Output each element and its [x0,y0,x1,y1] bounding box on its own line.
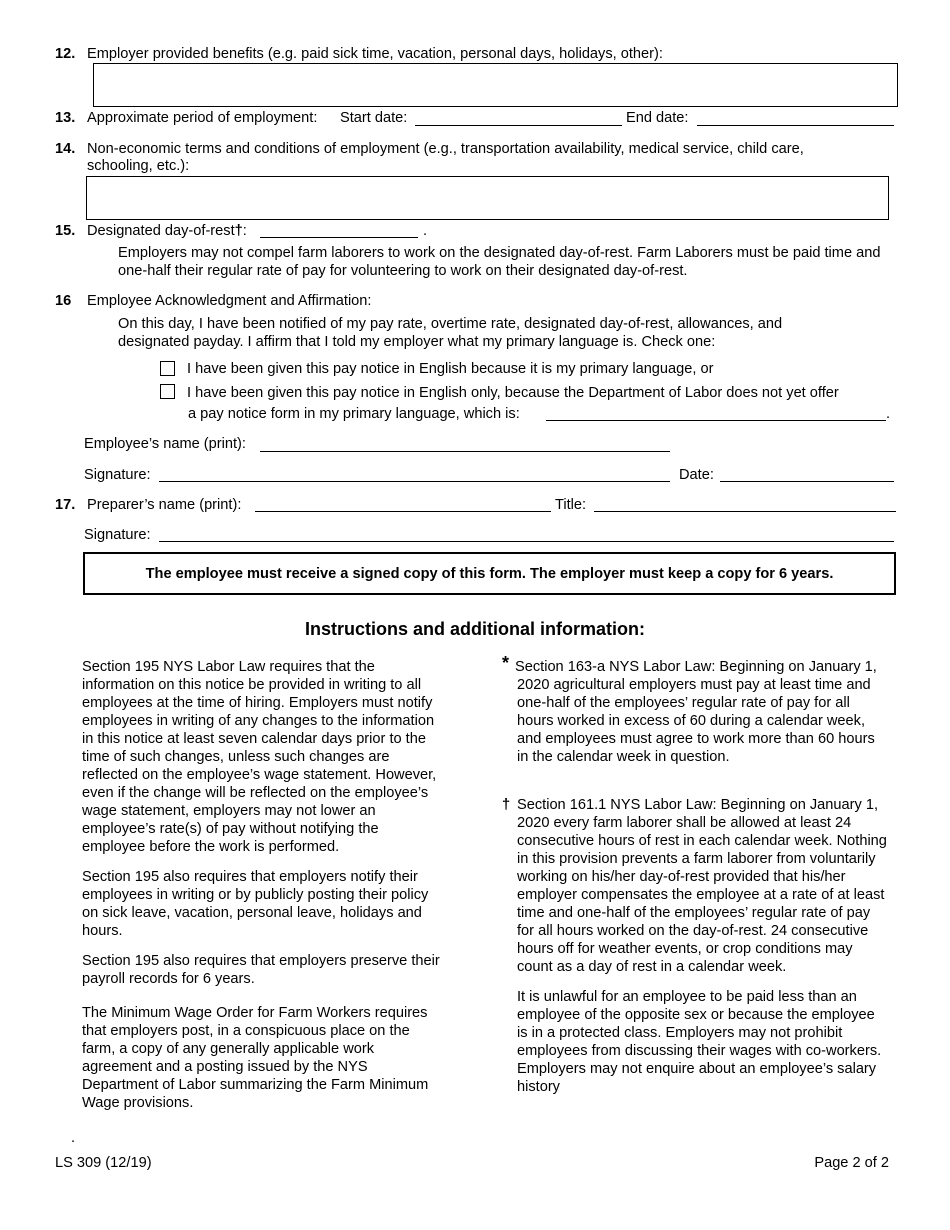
preparer-title-label: Title: [555,497,587,513]
start-date-field[interactable] [415,125,622,126]
dagger-mark: † [234,223,243,239]
stray-mark: . [71,1130,76,1146]
day-of-rest-note: Employers may not compel farm laborers to work on the designated day-of-rest. Farm Laborers must be paid time and one-half their regular rate of pay for volunteering to work on their designated day-of-rest. [118,245,881,279]
employee-name-field[interactable] [260,451,670,452]
start-date-label: Start date: [340,110,408,126]
copy-retention-notice: The employee must receive a signed copy of this form. The employer must keep a copy for 6 years. [83,552,896,595]
employee-signature-field[interactable] [159,481,670,482]
item-12-number: 12. [55,46,76,62]
item-15-number: 15. [55,223,76,239]
preparer-name-field[interactable] [255,511,551,512]
instructions-left-paragraph: Section 195 also requires that employers notify their employees in writing or by publicly posting their policy on sick leave, vacation, personal leave, holidays and hours. [82,869,429,939]
day-of-rest-period: . [423,223,428,239]
primary-language-checkbox[interactable] [160,361,175,376]
item-14-number: 14. [55,141,76,157]
item-16-number: 16 [55,293,72,309]
primary-language-option-text: I have been given this pay notice in English because it is my primary language, or [187,361,714,377]
non-economic-terms-field[interactable] [86,176,889,220]
employee-signature-label: Signature: [84,467,151,483]
english-only-option-text-line2: a pay notice form in my primary language, which is: [188,406,520,422]
instructions-heading: Instructions and additional information: [305,619,645,639]
item-13-number: 13. [55,110,76,126]
section-161-text: Section 161.1 NYS Labor Law: Beginning on January 1, 2020 every farm laborer shall be allowed at least 24 consecutive hours of rest in each calendar week. Nothing in this provision prevents a farm laborer from voluntarily working on his/her day-of-rest provided that his/her employer compensates the employee at a rate of at least time and one-half of the employees’ regular rate of pay for all hours worked on the day-of-rest. 24 consecutive hours off for weather events, or crop conditions may count as a day of rest in a calendar week. [517,797,887,975]
end-date-label: End date: [626,110,689,126]
english-only-checkbox[interactable] [160,384,175,399]
item-17-number: 17. [55,497,76,513]
pay-equity-text: It is unlawful for an employee to be paid less than an employee of the opposite sex or because the employee is in a protected class. Employers may not prohibit employees from discussing their wages with co-workers. Employers may not enquire about an employee’s salary history [517,989,882,1095]
item-14-label-line2: schooling, etc.): [87,158,190,174]
english-only-option-text-line1: I have been given this pay notice in English only, because the Department of Labor does not yet offer [187,385,839,401]
item-13-label: Approximate period of employment: [87,110,318,126]
primary-language-field[interactable] [546,420,886,421]
day-of-rest-label: Designated day-of-rest†: [87,223,247,239]
instructions-left-paragraph: Section 195 NYS Labor Law requires that the information on this notice be provided in writing to all employees at the time of hiring. Employers must notify employees in writing of any changes to the information in this notice at least seven calendar days prior to the time of such changes, unless such changes are reflected on the employee’s wage statement. However, even if the change will be reflected on the employee’s wage statement, employers may not lower an employee’s rate(s) of pay without notifying the employee before the work is performed. [82,659,437,855]
preparer-title-field[interactable] [594,511,896,512]
employee-date-field[interactable] [720,481,894,482]
section-163a-text: Section 163-a NYS Labor Law: Beginning on January 1, 2020 agricultural employers must pay at least time and one-half of the employees’ regular rate of pay for all hours worked in excess of 60 during a calendar week, and employees must agree to work more than 60 hours in the calendar week in question. [515,659,877,765]
instructions-left-column [82,658,440,1124]
form-id: LS 309 (12/19) [55,1155,152,1171]
instructions-left-paragraph: Section 195 also requires that employers preserve their payroll records for 6 years. [82,953,440,987]
benefits-field[interactable] [93,63,898,107]
dagger-footnote-mark: † [502,797,511,813]
item-12-label: Employer provided benefits (e.g. paid sick time, vacation, personal days, holidays, other): [87,46,663,62]
primary-language-period: . [886,406,891,422]
preparer-name-label: Preparer’s name (print): [87,497,242,513]
employee-date-label: Date: [679,467,714,483]
instructions-left-paragraph: The Minimum Wage Order for Farm Workers requires that employers post, in a conspicuous place on the farm, a copy of any generally applicable work agreement and a posting issued by the NYS Department of Labor summarizing the Farm Minimum Wage provisions. [82,1005,429,1111]
page-number: Page 2 of 2 [814,1155,889,1171]
preparer-signature-label: Signature: [84,527,151,543]
employee-name-label: Employee’s name (print): [84,436,246,452]
end-date-field[interactable] [697,125,894,126]
asterisk-footnote-mark: * [502,653,510,673]
item-16-label: Employee Acknowledgment and Affirmation: [87,293,372,309]
section-161-note [517,796,887,1108]
acknowledgment-body: On this day, I have been notified of my pay rate, overtime rate, designated day-of-rest, allowances, and designated payday. I affirm that I told my employer what my primary language is. Check one: [118,316,783,350]
preparer-signature-field[interactable] [159,541,894,542]
day-of-rest-field[interactable] [260,237,418,238]
section-163a-note [517,658,887,778]
item-14-label-line1: Non-economic terms and conditions of employment (e.g., transportation availability, medical service, child care, [87,141,804,157]
